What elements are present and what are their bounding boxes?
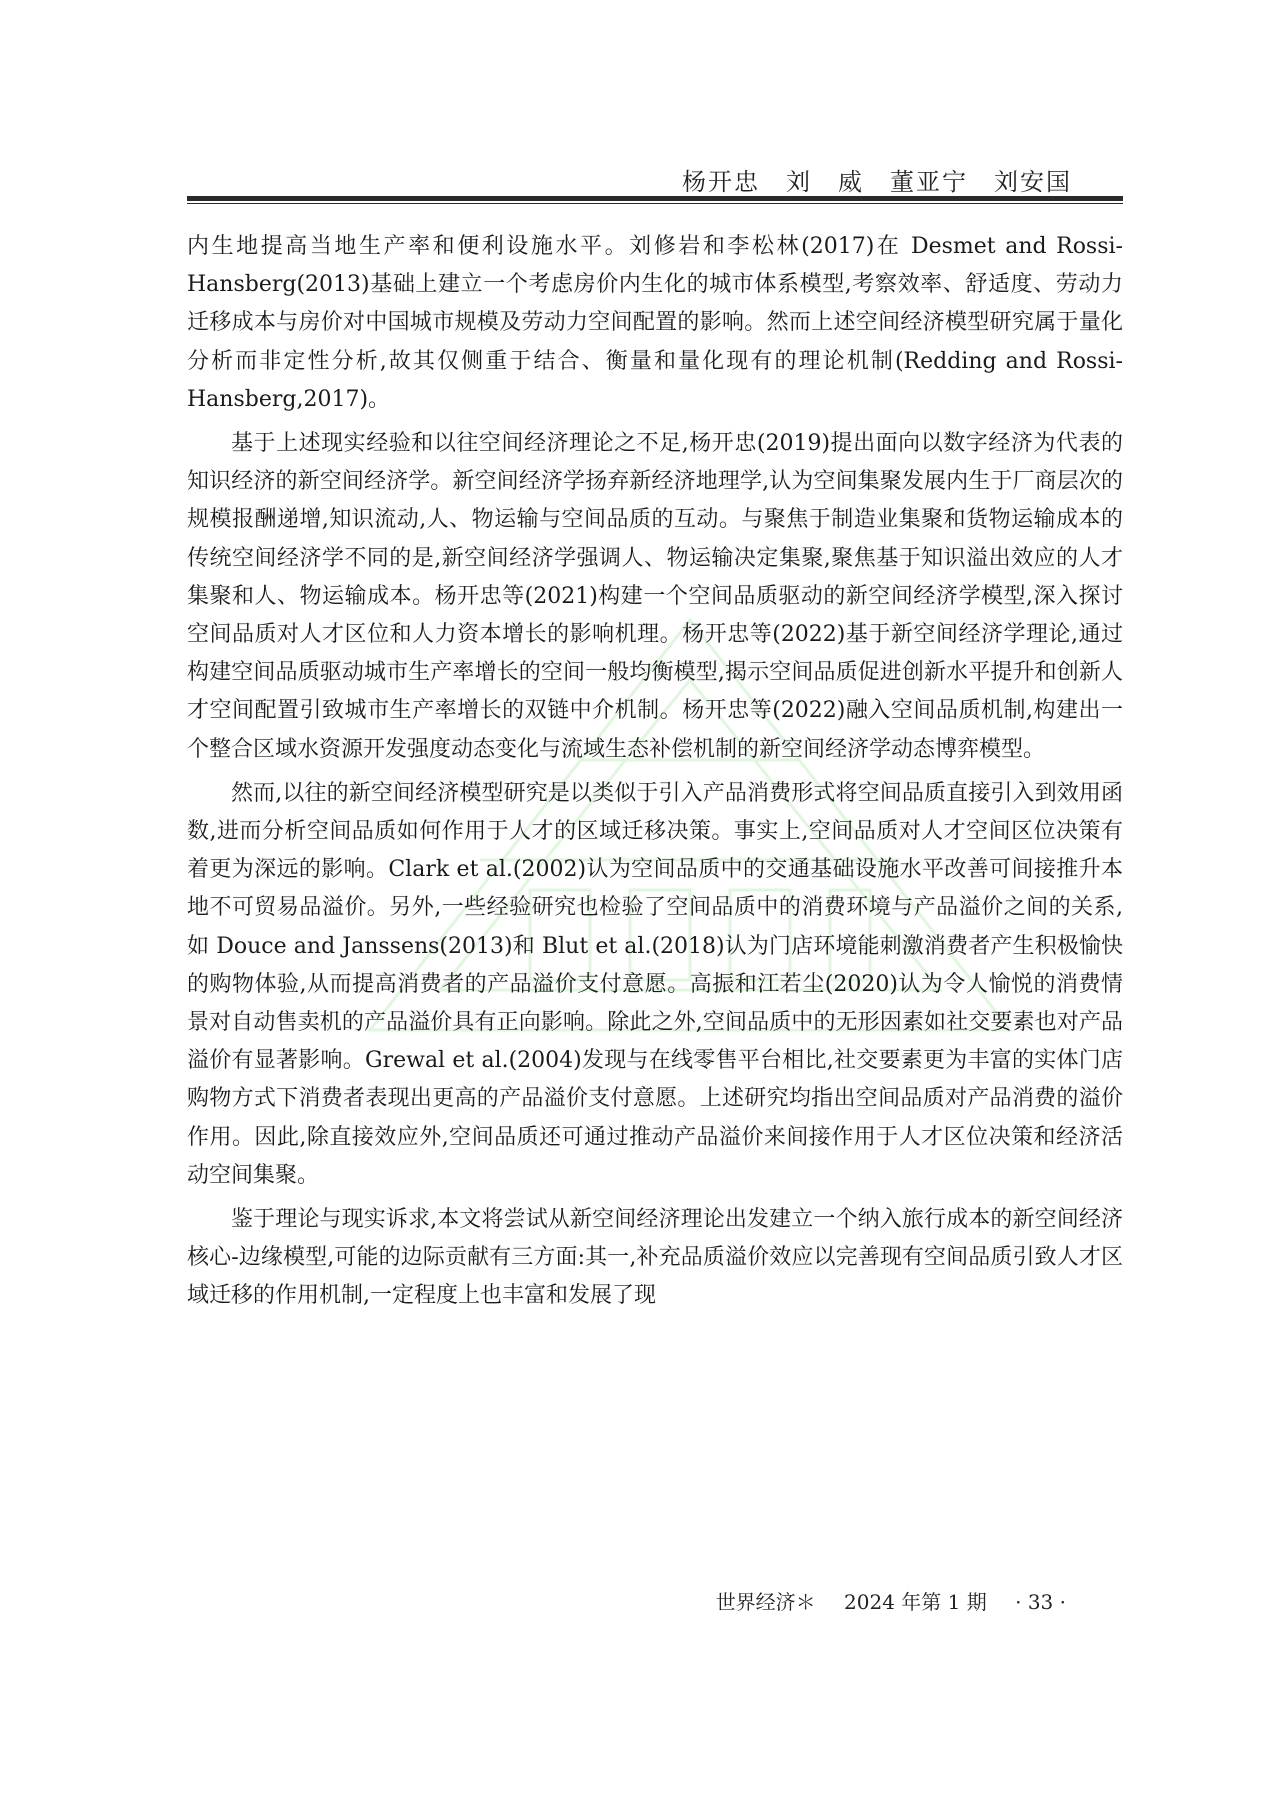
author-name: 杨开忠 <box>682 168 760 196</box>
body-paragraph: 基于上述现实经验和以往空间经济理论之不足,杨开忠(2019)提出面向以数字经济为代表的知识经济的新空间经济学。新空间经济学扬弃新经济地理学,认为空间集聚发展内生于厂商层次的规模报酬递增,知识流动,人、物运输与空间品质的互动。与聚焦于制造业集聚和货物运输成本的传统空间经济学不同的是,新空间经济学强调人、物运输决定集聚,聚焦基于知识溢出效应的人才集聚和人、物运输成本。杨开忠等(2021)构建一个空间品质驱动的新空间经济学模型,深入探讨空间品质对人才区位和人力资本增长的影响机理。杨开忠等(2022)基于新空间经济学理论,通过构建空间品质驱动城市生产率增长的空间一般均衡模型,揭示空间品质促进创新水平提升和创新人才空间配置引致城市生产率增长的双链中介机制。杨开忠等(2022)融入空间品质机制,构建出一个整合区域水资源开发强度动态变化与流域生态补偿机制的新空间经济学动态博弈模型。 <box>187 431 1123 762</box>
header-rule-thin <box>187 203 1123 204</box>
article-body <box>187 228 1123 1316</box>
journal-name: 世界经济＊ <box>715 1590 816 1614</box>
page-number: · 33 · <box>1015 1590 1066 1614</box>
author-name: 刘安国 <box>994 168 1072 196</box>
page-footer <box>716 1586 1066 1615</box>
body-paragraph: 内生地提高当地生产率和便利设施水平。刘修岩和李松林(2017)在 Desmet and Rossi-Hansberg(2013)基础上建立一个考虑房价内生化的城市体系模型,考察效率、舒适度、劳动力迁移成本与房价对中国城市规模及劳动力空间配置的影响。然而上述空间经济模型研究属于量化分析而非定性分析,故其仅侧重于结合、衡量和量化现有的理论机制(Redding and Rossi-Hansberg,2017)。 <box>187 234 1123 412</box>
body-paragraph: 然而,以往的新空间经济模型研究是以类似于引入产品消费形式将空间品质直接引入到效用函数,进而分析空间品质如何作用于人才的区域迁移决策。事实上,空间品质对人才空间区位决策有着更为深远的影响。Clark et al.(2002)认为空间品质中的交通基础设施水平改善可间接推升本地不可贸易品溢价。另外,一些经验研究也检验了空间品质中的消费环境与产品溢价之间的关系,如 Douce and Janssens(2013)和 Blut et al.(2018)认为门店环境能刺激消费者产生积极愉快的购物体验,从而提高消费者的产品溢价支付意愿。高振和江若尘(2020)认为令人愉悦的消费情景对自动售卖机的产品溢价具有正向影响。除此之外,空间品质中的无形因素如社交要素也对产品溢价有显著影响。Grewal et al.(2004)发现与在线零售平台相比,社交要素更为丰富的实体门店购物方式下消费者表现出更高的产品溢价支付意愿。上述研究均指出空间品质对产品消费的溢价作用。因此,除直接效应外,空间品质还可通过推动产品溢价来间接作用于人才区位决策和经济活动空间集聚。 <box>187 780 1123 1188</box>
body-paragraph: 鉴于理论与现实诉求,本文将尝试从新空间经济理论出发建立一个纳入旅行成本的新空间经济核心-边缘模型,可能的边际贡献有三方面:其一,补充品质溢价效应以完善现有空间品质引致人才区域迁移的作用机制,一定程度上也丰富和发展了现 <box>187 1207 1123 1309</box>
running-header-authors <box>682 162 1072 197</box>
header-rule <box>187 196 1123 201</box>
issue-label: 2024 年第 1 期 <box>844 1590 987 1614</box>
author-name: 董亚宁 <box>890 168 968 196</box>
author-name: 刘 威 <box>786 168 864 196</box>
